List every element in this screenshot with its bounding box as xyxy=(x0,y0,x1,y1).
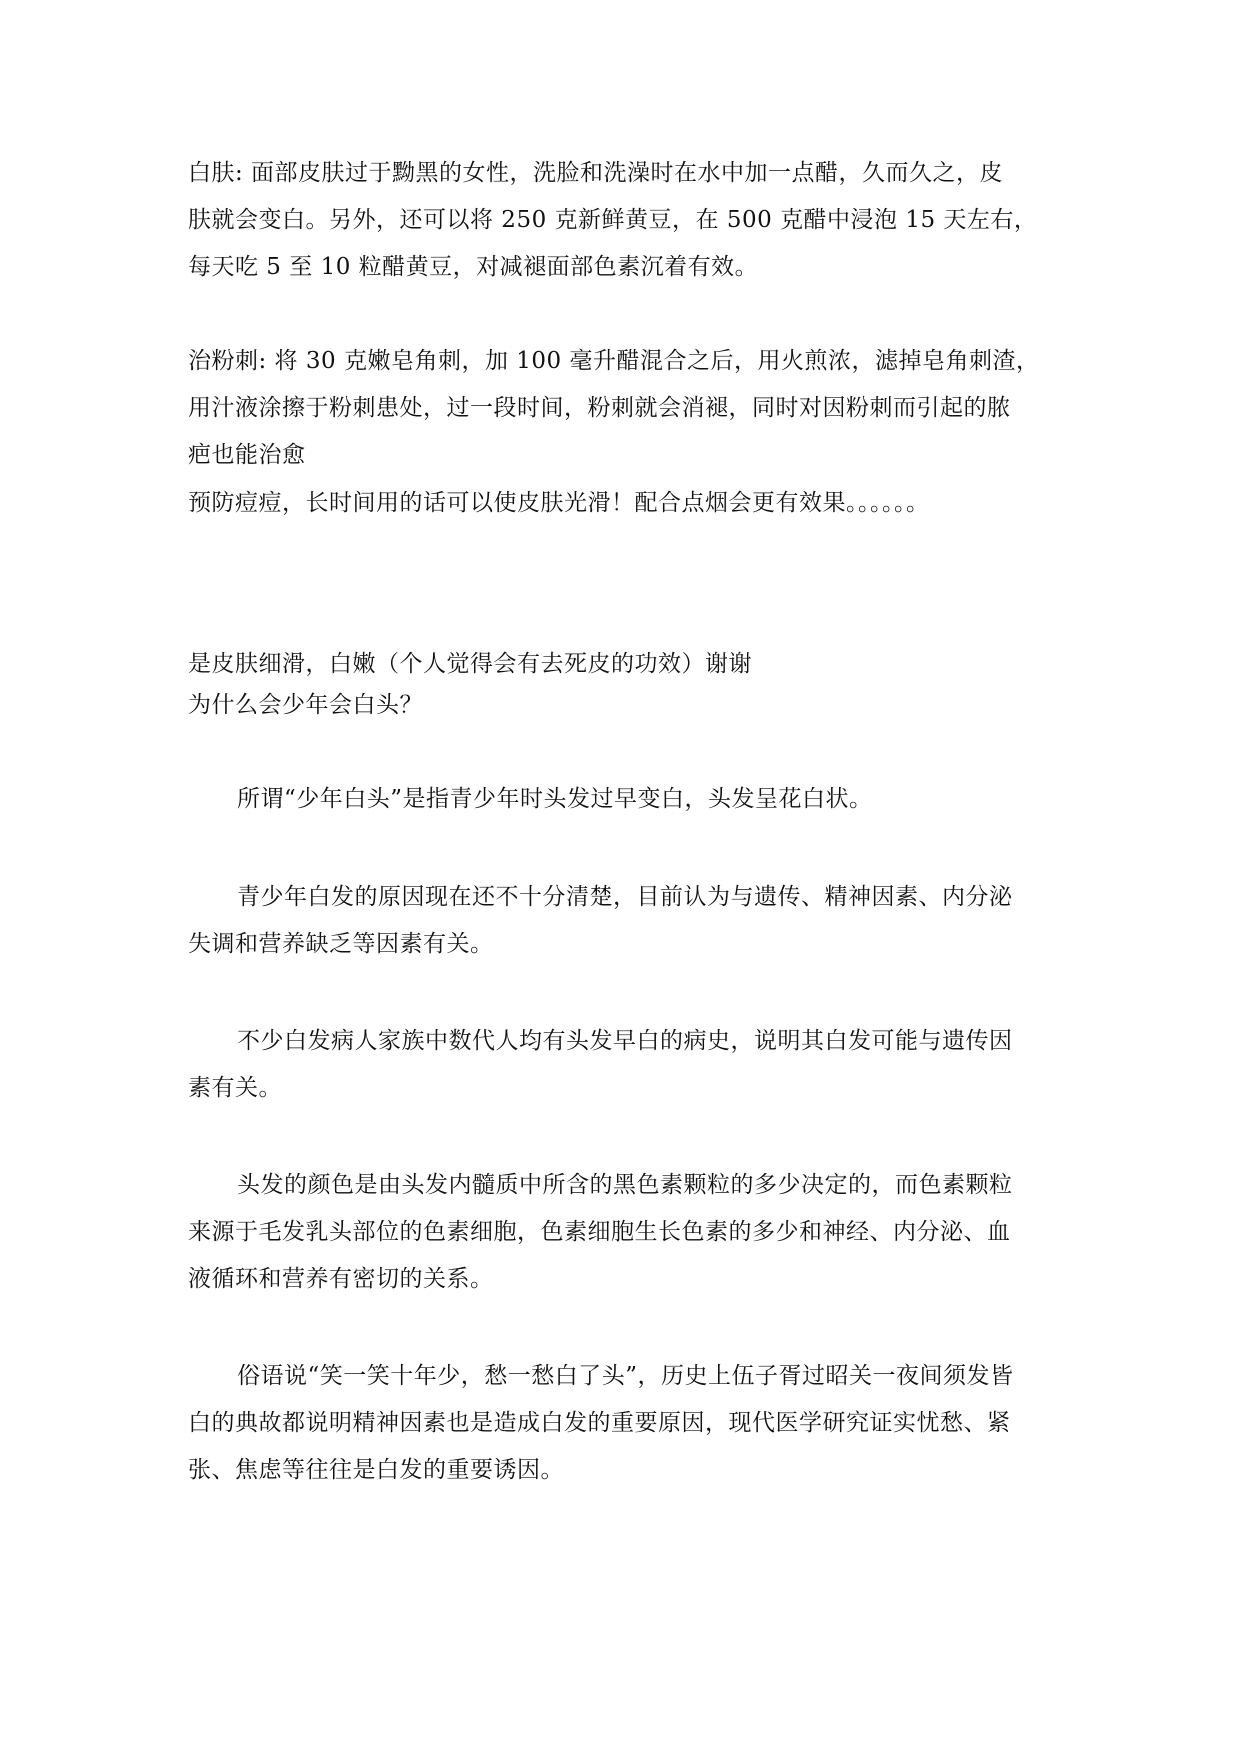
paragraph-line: 白肤: 面部皮肤过于黝黑的女性，洗脸和洗澡时在水中加一点醋，久而久之，皮 xyxy=(188,160,1004,186)
paragraph-line: 是皮肤细滑，白嫩（个人觉得会有去死皮的功效）谢谢 xyxy=(188,651,752,677)
paragraph-line: 白的典故都说明精神因素也是造成白发的重要原因，现代医学研究证实忧愁、紧 xyxy=(188,1410,1011,1436)
paragraph-line: 肤就会变白。另外，还可以将 250 克新鲜黄豆，在 500 克醋中浸泡 15 天左右， xyxy=(188,207,1038,233)
question-heading: 为什么会少年会白头？ xyxy=(188,692,423,718)
paragraph-line: 疤也能治愈 xyxy=(188,442,306,468)
paragraph-line: 所谓“少年白头”是指青少年时头发过早变白，头发呈花白状。 xyxy=(237,786,873,812)
paragraph-line: 张、焦虑等往往是白发的重要诱因。 xyxy=(188,1457,564,1483)
paragraph-line: 预防痘痘，长时间用的话可以使皮肤光滑！配合点烟会更有效果。。。。。。 xyxy=(188,490,930,516)
paragraph-line: 用汁液涂擦于粉刺患处，过一段时间，粉刺就会消褪，同时对因粉刺而引起的脓 xyxy=(188,395,1011,421)
paragraph-line: 头发的颜色是由头发内髓质中所含的黑色素颗粒的多少决定的，而色素颗粒 xyxy=(237,1172,1013,1198)
paragraph-line: 青少年白发的原因现在还不十分清楚，目前认为与遗传、精神因素、内分泌 xyxy=(237,884,1013,910)
paragraph-line: 治粉刺: 将 30 克嫩皂角刺，加 100 毫升醋混合之后，用火煎浓，滤掉皂角刺渣， xyxy=(188,348,1040,374)
paragraph-line: 素有关。 xyxy=(188,1075,282,1101)
paragraph-line: 来源于毛发乳头部位的色素细胞，色素细胞生长色素的多少和神经、内分泌、血 xyxy=(188,1219,1011,1245)
paragraph-line: 每天吃 5 至 10 粒醋黄豆，对减褪面部色素沉着有效。 xyxy=(188,254,759,280)
paragraph-line: 失调和营养缺乏等因素有关。 xyxy=(188,931,494,957)
paragraph-line: 不少白发病人家族中数代人均有头发早白的病史，说明其白发可能与遗传因 xyxy=(237,1028,1013,1054)
paragraph-line: 液循环和营养有密切的关系。 xyxy=(188,1266,494,1292)
paragraph-line: 俗语说“笑一笑十年少，愁一愁白了头”，历史上伍子胥过昭关一夜间须发皆 xyxy=(237,1363,1014,1389)
